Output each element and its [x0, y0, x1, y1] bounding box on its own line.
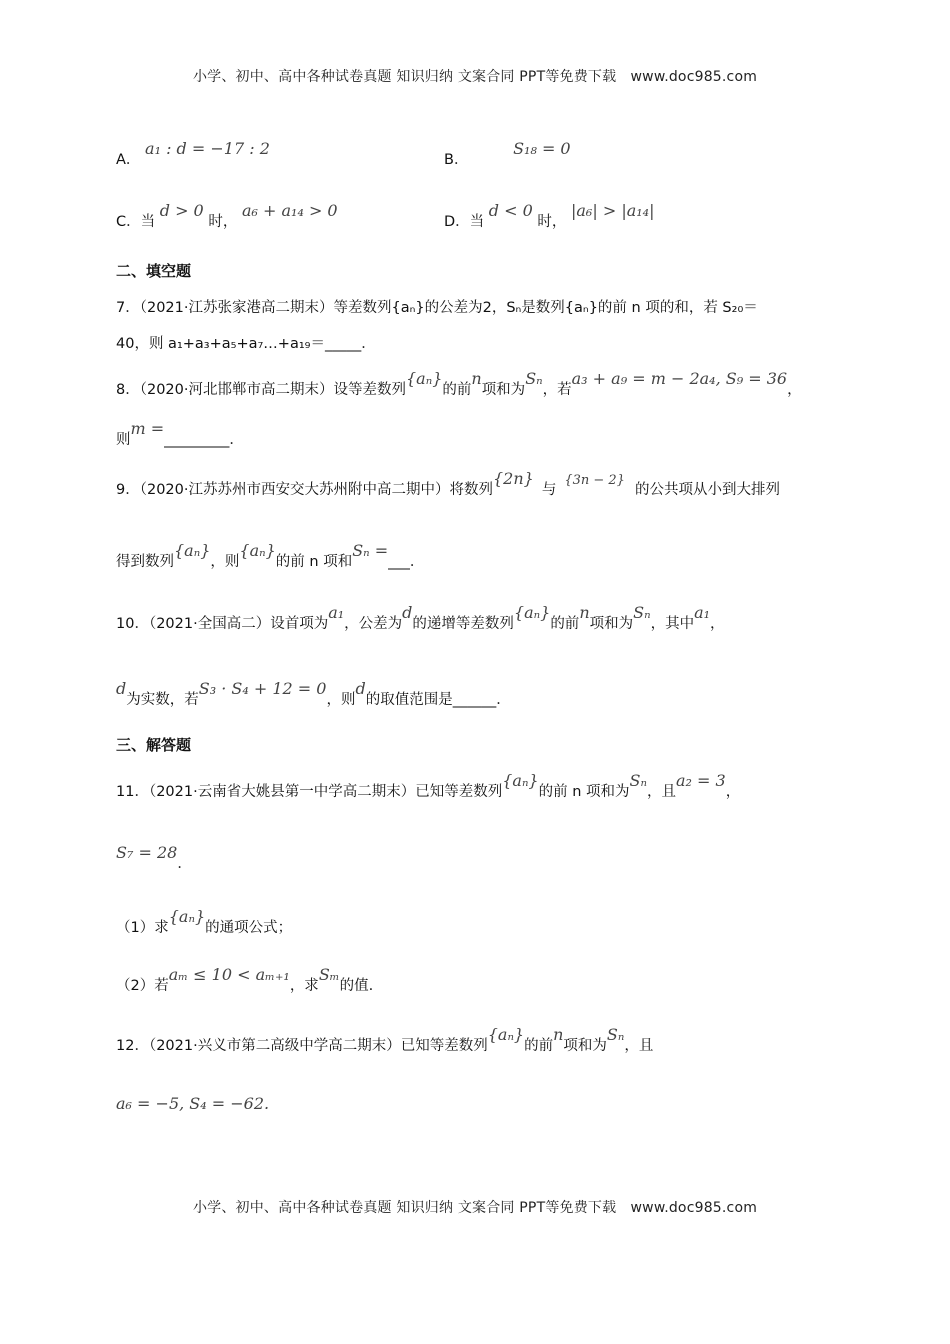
q8-math-2: n [471, 369, 482, 388]
option-d-cond: d < 0 [488, 201, 533, 220]
q9-line2-math-3: Sₙ = [352, 541, 389, 560]
option-d-label: D．当 [444, 214, 485, 230]
q8-math-4: a₃ + a₉ = m − 2a₄, S₉ = 36 [571, 369, 788, 388]
page-header: 小学、初中、高中各种试卷真题 知识归纳 文案合同 PPT等免费下载 www.doc985.com [192, 69, 758, 85]
option-c-mid: 时， [208, 214, 238, 230]
section-fill-in: 二、填空题 [116, 262, 192, 280]
q10-text-1: ，公差为 [344, 616, 403, 632]
q11-text-1: 的前 n 项和为 [538, 784, 630, 800]
q10-text-4: 项和为 [589, 616, 634, 632]
q9-line1 [116, 469, 780, 499]
q10-math-4: n [579, 603, 590, 622]
section-answer: 三、解答题 [116, 736, 192, 754]
q8-text-4: ， [787, 382, 802, 398]
option-a-label: A． [116, 152, 141, 168]
q10-text-3: 的前 [550, 616, 580, 632]
q8-answer-blank[interactable]: _________． [164, 432, 244, 448]
q11-part2-pre: （2）若 [116, 978, 169, 994]
q9-line2-text-1: ，则 [210, 554, 240, 570]
q10-line2 [116, 679, 511, 709]
option-b-label: B． [444, 152, 469, 168]
q8-line2-math: m = [130, 419, 165, 438]
q11-part2-text-2: 的值. [339, 978, 374, 994]
option-c-cond: d > 0 [159, 201, 204, 220]
q9-line2 [116, 541, 425, 571]
q10-text-6: ， [710, 616, 725, 632]
q9-text-1: 与 [541, 482, 557, 498]
q10-line2-text-3: 的取值范围是______． [365, 692, 511, 708]
q11-part2 [116, 965, 374, 995]
q9-math-2: {3n − 2} [564, 473, 625, 488]
q10-math-2: d [402, 603, 413, 622]
q11-part1-pre: （1）求 [116, 920, 169, 936]
q8-pre: 8．（2020·河北邯郸市高二期末）设等差数列 [116, 382, 406, 398]
q12-text-1: 的前 [524, 1038, 554, 1054]
q8-text-3: ，若 [542, 382, 572, 398]
q9-math-1: {2n} [492, 469, 534, 488]
q9-line2-math-2: {aₙ} [239, 541, 276, 560]
q11-part2-math-2: Sₘ [318, 965, 340, 984]
q11-line2 [116, 843, 192, 873]
q8-line2 [116, 419, 244, 449]
q10-math-3: {aₙ} [513, 603, 551, 622]
q7-line1: 7．（2021·江苏张家港高二期末）等差数列{aₙ}的公差为2，Sₙ是数列{aₙ}的前 n 项的和，若 S₂₀＝ [116, 300, 758, 316]
q12-text-3: ，且 [624, 1038, 654, 1054]
q11-pre: 11．（2021·云南省大姚县第一中学高二期末）已知等差数列 [116, 784, 503, 800]
option-c [116, 201, 338, 231]
q10-line2-text-1: 为实数，若 [126, 692, 199, 708]
q12-line1 [116, 1025, 654, 1055]
option-b-math: S₁₈ = 0 [513, 139, 571, 158]
q11-text-3: ， [725, 784, 741, 800]
q8-text-1: 的前 [442, 382, 472, 398]
q10-line2-math-2: S₃ · S₄ + 12 = 0 [198, 679, 327, 698]
q9-pre: 9．（2020·江苏苏州市西安交大苏州附中高二期中）将数列 [116, 482, 493, 498]
q11-text-2: ，且 [646, 784, 676, 800]
q8-line2-pre: 则 [116, 432, 131, 448]
option-c-math: a₆ + a₁₄ > 0 [241, 201, 338, 220]
q10-math-6: a₁ [694, 603, 711, 622]
q12-text-2: 项和为 [563, 1038, 607, 1054]
option-d-math: |a₆| > |a₁₄| [571, 201, 655, 220]
q8-math-3: Sₙ [525, 369, 543, 388]
q11-part2-text-1: ，求 [289, 978, 319, 994]
q11-part1-math: {aₙ} [168, 907, 206, 926]
q9-text-2: 的公共项从小到大排列 [634, 482, 780, 498]
q8-math-1: {aₙ} [405, 369, 443, 388]
q10-line2-math-1: d [116, 679, 127, 698]
q11-math-3: a₂ = 3 [675, 771, 726, 790]
q10-text-2: 的递增等差数列 [412, 616, 514, 632]
q10-math-5: Sₙ [633, 603, 651, 622]
q9-line2-pre: 得到数列 [116, 554, 174, 570]
q12-line2 [116, 1094, 270, 1123]
option-c-label: C．当 [116, 214, 156, 230]
option-b [444, 139, 571, 169]
q10-line2-math-3: d [355, 679, 366, 698]
q12-line2-math: a₆ = −5, S₄ = −62. [116, 1094, 270, 1113]
q10-pre: 10．（2021·全国高二）设首项为 [116, 616, 329, 632]
q12-math-3: Sₙ [606, 1025, 625, 1044]
option-a-math: a₁ : d = −17 : 2 [145, 139, 270, 158]
option-d [444, 201, 655, 231]
option-d-mid: 时， [537, 214, 567, 230]
q9-line2-text-2: 的前 n 项和 [275, 554, 353, 570]
q8-line1 [116, 369, 802, 399]
q11-math-2: Sₙ [629, 771, 647, 790]
q9-line2-math-1: {aₙ} [174, 541, 211, 560]
q11-line2-text: ． [177, 856, 192, 872]
q12-math-2: n [553, 1025, 564, 1044]
q11-line1 [116, 771, 741, 801]
page-footer: 小学、初中、高中各种试卷真题 知识归纳 文案合同 PPT等免费下载 www.doc985.com [192, 1200, 758, 1216]
option-a [116, 139, 270, 169]
q11-part1 [116, 907, 293, 937]
q9-answer-blank[interactable]: ___． [388, 554, 425, 570]
q11-line2-math: S₇ = 28 [116, 843, 178, 862]
q7-line2: 40，则 a₁+a₃+a₅+a₇…+a₁₉＝_____． [116, 336, 376, 352]
q10-text-5: ，其中 [650, 616, 695, 632]
q11-part1-text: 的通项公式； [205, 920, 293, 936]
q10-math-1: a₁ [328, 603, 345, 622]
q11-math-1: {aₙ} [502, 771, 539, 790]
q10-line1 [116, 603, 725, 633]
q8-text-2: 项和为 [481, 382, 526, 398]
q12-math-1: {aₙ} [487, 1025, 525, 1044]
q10-line2-text-2: ，则 [326, 692, 356, 708]
q11-part2-math-1: aₘ ≤ 10 < aₘ₊₁ [168, 965, 290, 984]
q12-pre: 12．（2021·兴义市第二高级中学高二期末）已知等差数列 [116, 1038, 488, 1054]
